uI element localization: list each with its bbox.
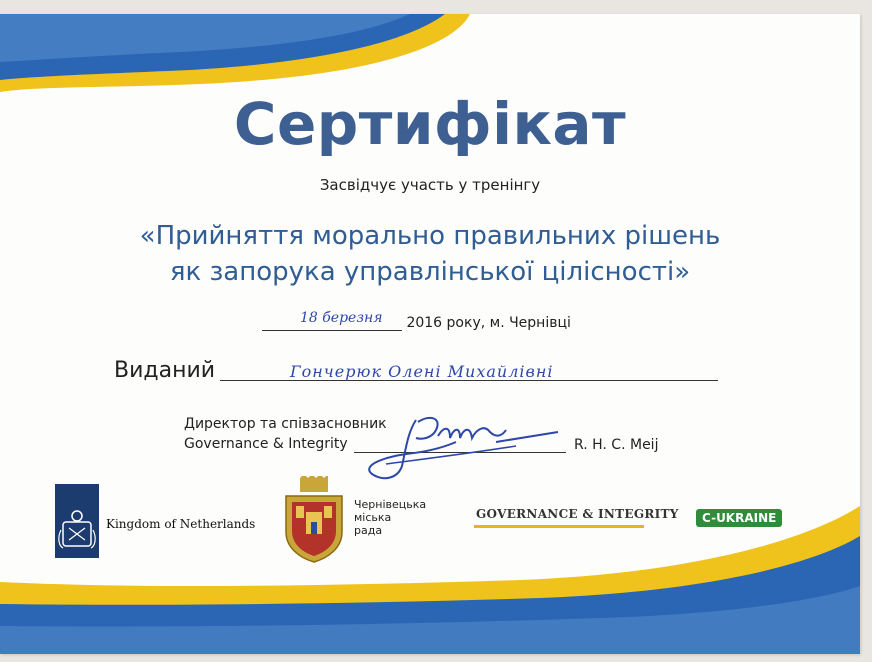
certificate-subtitle: Засвідчує участь у тренінгу (319, 176, 541, 194)
chernivtsi-crest-icon (282, 476, 346, 566)
handwritten-date: 18 березня (300, 310, 383, 326)
issued-label: Виданий (114, 358, 216, 383)
certificate-title: Сертифікат (233, 90, 627, 158)
training-title (0, 218, 860, 290)
netherlands-logo-text: Kingdom of Netherlands (106, 517, 256, 531)
handwritten-signature (346, 408, 566, 488)
training-title-line-2: як запорука управлінської цілісності» (169, 257, 691, 287)
netherlands-coat-of-arms-icon (55, 484, 99, 558)
date-blank (262, 312, 402, 331)
training-title-line-1: «Прийняття морально правильних рішень (139, 221, 721, 251)
director-organization: Governance & Integrity (184, 436, 348, 452)
governance-logo-underline (474, 525, 644, 528)
date-suffix: 2016 року, м. Чернівці (406, 315, 571, 331)
city-text-line-3: рада (354, 524, 383, 537)
c-ukraine-logo: C-UKRAINE (696, 509, 782, 527)
certificate-sheet (0, 14, 860, 654)
governance-integrity-logo: GOVERNANCE & INTEGRITY (476, 507, 679, 521)
city-text-line-1: Чернівецька (354, 498, 427, 511)
handwritten-recipient-name: Гончерюк Олені Михайлівні (290, 362, 554, 381)
signer-name: R. H. C. Meij (574, 437, 659, 453)
director-role: Директор та співзасновник (184, 416, 387, 432)
date-row (262, 312, 571, 334)
city-text-line-2: міська (354, 511, 392, 524)
chernivtsi-council-text (354, 498, 426, 537)
